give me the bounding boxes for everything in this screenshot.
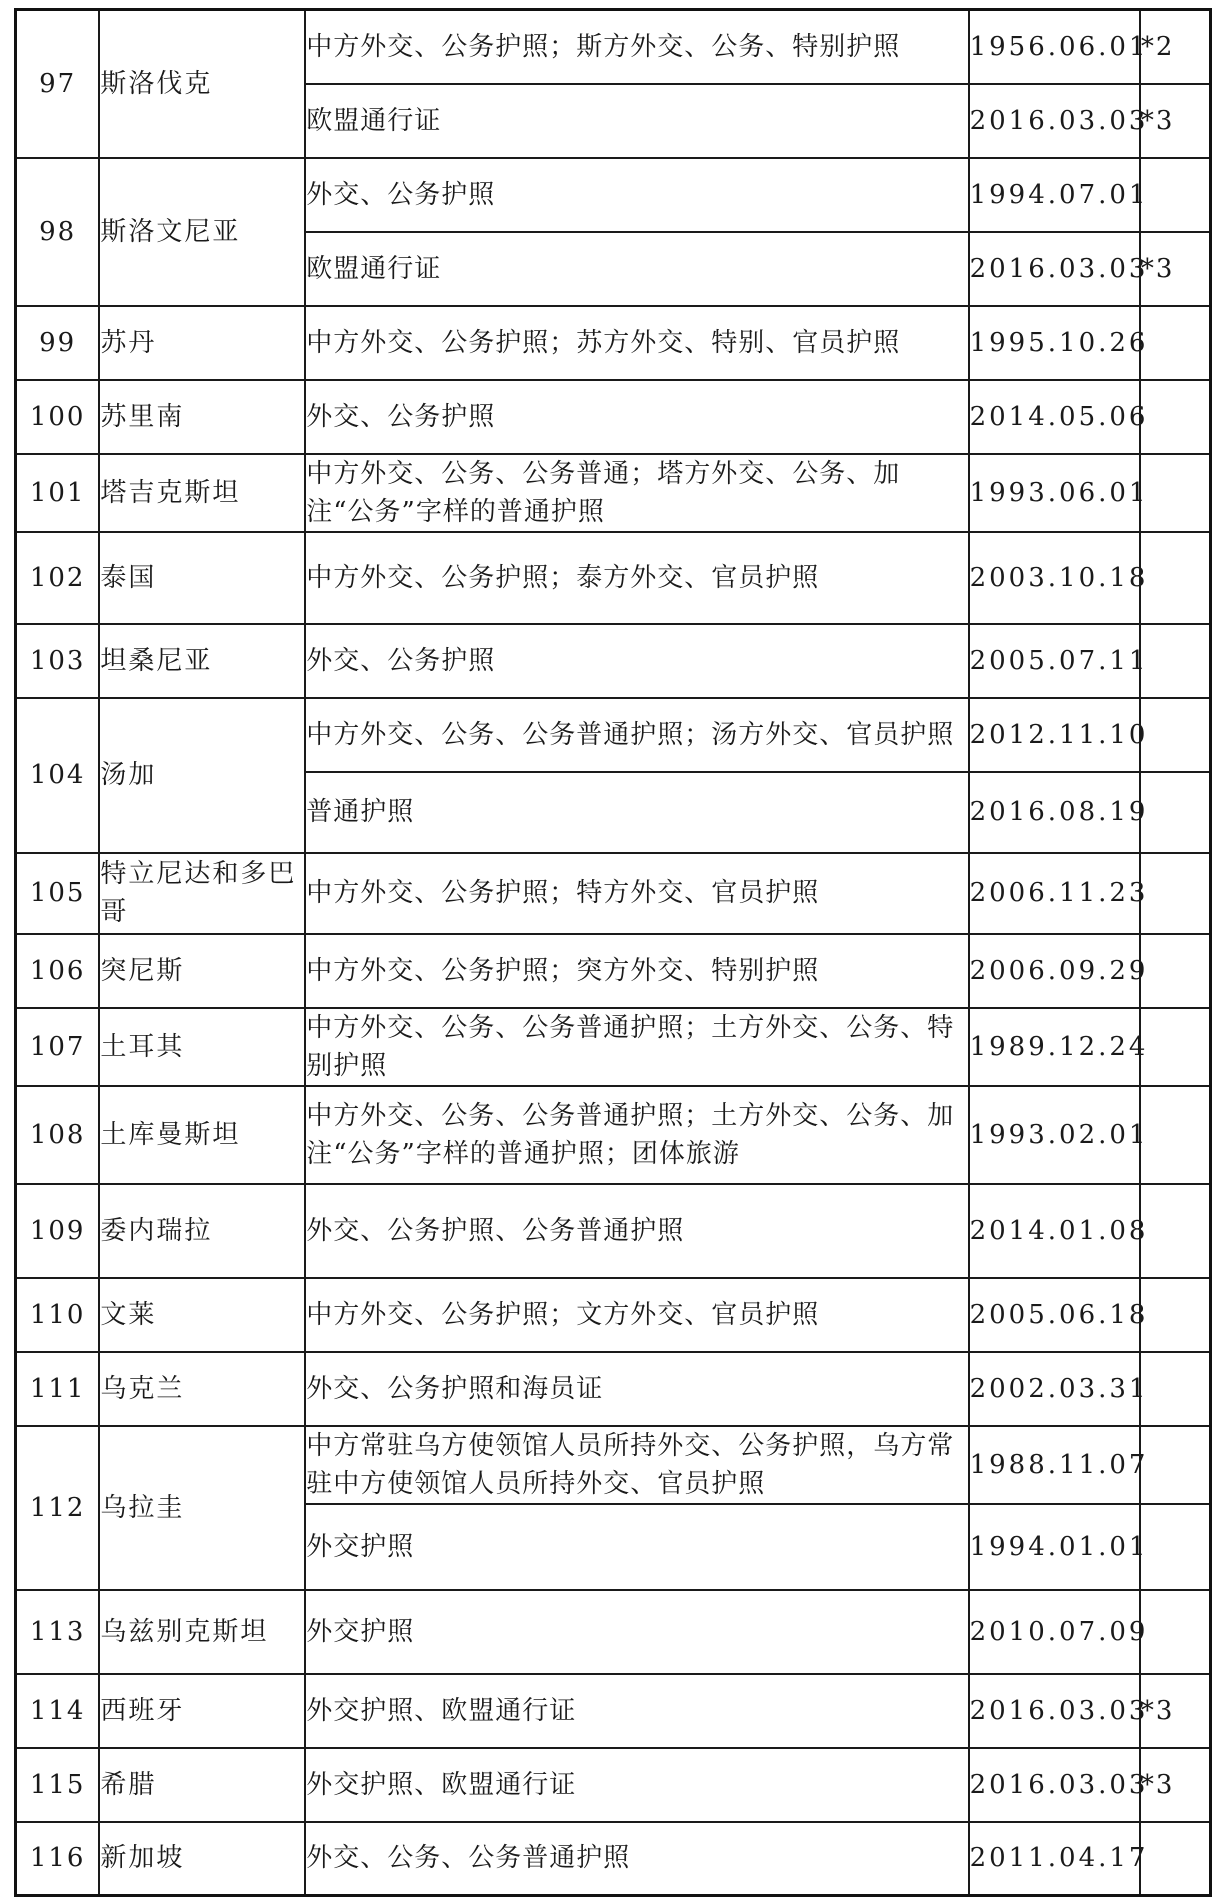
- footnote-mark: [1140, 934, 1211, 1008]
- row-number: 109: [16, 1184, 100, 1278]
- row-number: 99: [16, 306, 100, 380]
- footnote-mark: [1140, 698, 1211, 772]
- passport-scope: 中方外交、公务、公务普通护照；汤方外交、官员护照: [305, 698, 968, 772]
- visa-exemption-table: [14, 8, 1212, 1897]
- row-number: 104: [16, 698, 100, 853]
- row-number: 113: [16, 1590, 100, 1674]
- country-name: 斯洛伐克: [99, 10, 305, 158]
- country-name: 特立尼达和多巴哥: [99, 853, 305, 934]
- table-row: [16, 934, 1211, 1008]
- footnote-mark: [1140, 772, 1211, 853]
- table-row: [16, 380, 1211, 454]
- table-row: [16, 853, 1211, 934]
- footnote-mark: [1140, 624, 1211, 698]
- passport-scope: 外交护照、欧盟通行证: [305, 1748, 968, 1822]
- passport-scope: 普通护照: [305, 772, 968, 853]
- table-row: [16, 624, 1211, 698]
- effective-date: 1988.11.07: [969, 1426, 1140, 1504]
- table-row: [16, 1352, 1211, 1426]
- table-row: [16, 454, 1211, 532]
- effective-date: 2012.11.10: [969, 698, 1140, 772]
- country-name: 乌拉圭: [99, 1426, 305, 1590]
- effective-date: 2016.03.03: [969, 232, 1140, 306]
- table-row: [16, 1184, 1211, 1278]
- table-row: [16, 1086, 1211, 1184]
- country-name: 乌兹别克斯坦: [99, 1590, 305, 1674]
- passport-scope: 外交护照、欧盟通行证: [305, 1674, 968, 1748]
- passport-scope: 中方外交、公务护照；文方外交、官员护照: [305, 1278, 968, 1352]
- row-number: 101: [16, 454, 100, 532]
- effective-date: 1993.02.01: [969, 1086, 1140, 1184]
- effective-date: 2016.03.03: [969, 1748, 1140, 1822]
- row-number: 114: [16, 1674, 100, 1748]
- footnote-mark: [1140, 532, 1211, 624]
- table-row: [16, 10, 1211, 84]
- footnote-mark: *3: [1140, 1748, 1211, 1822]
- footnote-mark: [1140, 1008, 1211, 1086]
- country-name: 坦桑尼亚: [99, 624, 305, 698]
- table-row: [16, 698, 1211, 772]
- footnote-mark: [1140, 1504, 1211, 1590]
- effective-date: 2016.03.03: [969, 1674, 1140, 1748]
- table-row: [16, 532, 1211, 624]
- table-body: [16, 10, 1211, 1896]
- footnote-mark: [1140, 1426, 1211, 1504]
- passport-scope: 欧盟通行证: [305, 232, 968, 306]
- country-name: 汤加: [99, 698, 305, 853]
- effective-date: 2011.04.17: [969, 1822, 1140, 1896]
- effective-date: 2016.08.19: [969, 772, 1140, 853]
- effective-date: 2006.11.23: [969, 853, 1140, 934]
- footnote-mark: [1140, 1352, 1211, 1426]
- effective-date: 2003.10.18: [969, 532, 1140, 624]
- footnote-mark: [1140, 454, 1211, 532]
- table-row: [16, 1590, 1211, 1674]
- footnote-mark: *3: [1140, 84, 1211, 158]
- country-name: 苏里南: [99, 380, 305, 454]
- table-row: [16, 1674, 1211, 1748]
- passport-scope: 中方外交、公务、公务普通护照；土方外交、公务、加注“公务”字样的普通护照；团体旅游: [305, 1086, 968, 1184]
- footnote-mark: *3: [1140, 232, 1211, 306]
- table-row: [16, 1426, 1211, 1504]
- footnote-mark: *2: [1140, 10, 1211, 84]
- country-name: 文莱: [99, 1278, 305, 1352]
- effective-date: 2014.05.06: [969, 380, 1140, 454]
- footnote-mark: [1140, 1822, 1211, 1896]
- row-number: 102: [16, 532, 100, 624]
- row-number: 98: [16, 158, 100, 306]
- passport-scope: 外交护照: [305, 1504, 968, 1590]
- table-row: [16, 1748, 1211, 1822]
- footnote-mark: [1140, 853, 1211, 934]
- table-row: [16, 1008, 1211, 1086]
- row-number: 97: [16, 10, 100, 158]
- passport-scope: 中方外交、公务护照；斯方外交、公务、特别护照: [305, 10, 968, 84]
- effective-date: 2005.06.18: [969, 1278, 1140, 1352]
- country-name: 新加坡: [99, 1822, 305, 1896]
- country-name: 泰国: [99, 532, 305, 624]
- passport-scope: 外交、公务护照: [305, 624, 968, 698]
- country-name: 土耳其: [99, 1008, 305, 1086]
- table-row: [16, 306, 1211, 380]
- table-row: [16, 1278, 1211, 1352]
- passport-scope: 外交、公务护照、公务普通护照: [305, 1184, 968, 1278]
- row-number: 116: [16, 1822, 100, 1896]
- passport-scope: 外交、公务护照: [305, 380, 968, 454]
- country-name: 塔吉克斯坦: [99, 454, 305, 532]
- effective-date: 1995.10.26: [969, 306, 1140, 380]
- footnote-mark: [1140, 1086, 1211, 1184]
- row-number: 107: [16, 1008, 100, 1086]
- country-name: 土库曼斯坦: [99, 1086, 305, 1184]
- effective-date: 1993.06.01: [969, 454, 1140, 532]
- passport-scope: 外交、公务护照: [305, 158, 968, 232]
- effective-date: 2006.09.29: [969, 934, 1140, 1008]
- effective-date: 2005.07.11: [969, 624, 1140, 698]
- country-name: 突尼斯: [99, 934, 305, 1008]
- passport-scope: 中方常驻乌方使领馆人员所持外交、公务护照，乌方常驻中方使领馆人员所持外交、官员护照: [305, 1426, 968, 1504]
- effective-date: 2014.01.08: [969, 1184, 1140, 1278]
- row-number: 106: [16, 934, 100, 1008]
- effective-date: 1989.12.24: [969, 1008, 1140, 1086]
- footnote-mark: [1140, 1184, 1211, 1278]
- country-name: 希腊: [99, 1748, 305, 1822]
- passport-scope: 中方外交、公务、公务普通护照；土方外交、公务、特别护照: [305, 1008, 968, 1086]
- passport-scope: 外交、公务护照和海员证: [305, 1352, 968, 1426]
- effective-date: 2002.03.31: [969, 1352, 1140, 1426]
- row-number: 108: [16, 1086, 100, 1184]
- passport-scope: 中方外交、公务护照；特方外交、官员护照: [305, 853, 968, 934]
- row-number: 103: [16, 624, 100, 698]
- passport-scope: 中方外交、公务、公务普通；塔方外交、公务、加注“公务”字样的普通护照: [305, 454, 968, 532]
- row-number: 110: [16, 1278, 100, 1352]
- passport-scope: 中方外交、公务护照；突方外交、特别护照: [305, 934, 968, 1008]
- country-name: 苏丹: [99, 306, 305, 380]
- footnote-mark: [1140, 1590, 1211, 1674]
- effective-date: 1956.06.01: [969, 10, 1140, 84]
- footnote-mark: [1140, 380, 1211, 454]
- row-number: 105: [16, 853, 100, 934]
- footnote-mark: [1140, 158, 1211, 232]
- document-page: [14, 8, 1212, 1882]
- row-number: 115: [16, 1748, 100, 1822]
- country-name: 西班牙: [99, 1674, 305, 1748]
- country-name: 斯洛文尼亚: [99, 158, 305, 306]
- passport-scope: 外交、公务、公务普通护照: [305, 1822, 968, 1896]
- passport-scope: 外交护照: [305, 1590, 968, 1674]
- footnote-mark: [1140, 306, 1211, 380]
- effective-date: 1994.01.01: [969, 1504, 1140, 1590]
- footnote-mark: *3: [1140, 1674, 1211, 1748]
- country-name: 乌克兰: [99, 1352, 305, 1426]
- passport-scope: 欧盟通行证: [305, 84, 968, 158]
- country-name: 委内瑞拉: [99, 1184, 305, 1278]
- row-number: 111: [16, 1352, 100, 1426]
- row-number: 112: [16, 1426, 100, 1590]
- effective-date: 2016.03.03: [969, 84, 1140, 158]
- effective-date: 1994.07.01: [969, 158, 1140, 232]
- passport-scope: 中方外交、公务护照；苏方外交、特别、官员护照: [305, 306, 968, 380]
- table-row: [16, 1822, 1211, 1896]
- table-row: [16, 158, 1211, 232]
- passport-scope: 中方外交、公务护照；泰方外交、官员护照: [305, 532, 968, 624]
- footnote-mark: [1140, 1278, 1211, 1352]
- row-number: 100: [16, 380, 100, 454]
- effective-date: 2010.07.09: [969, 1590, 1140, 1674]
